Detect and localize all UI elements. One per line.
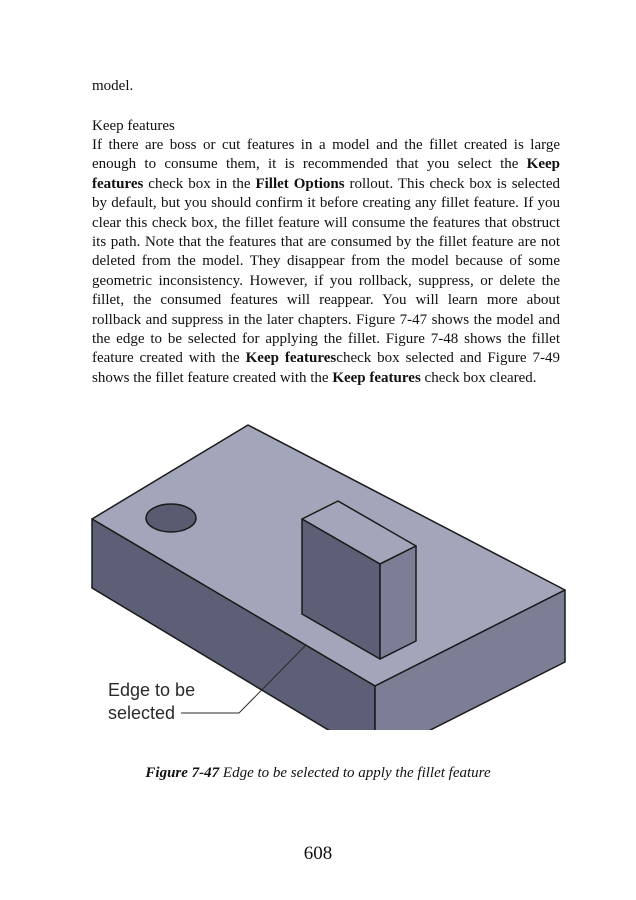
hole (146, 504, 196, 532)
ui-term-keep-features: Keep features (332, 369, 421, 386)
paragraph-text: check box cleared. (420, 369, 537, 386)
body-paragraph (92, 136, 560, 388)
figure-model-illustration (90, 420, 570, 730)
edge-label-line2: selected (108, 703, 176, 723)
ui-term-fillet-options: Fillet Options (255, 175, 345, 192)
lead-text: model. (92, 78, 134, 94)
paragraph-text: If there are boss or cut features in a model and the fillet created is large enough to consume them, it is recommended that you select the (92, 137, 560, 173)
ui-term-keep-features: Keep features (92, 156, 560, 192)
paragraph-text: check box in the (143, 175, 256, 192)
paragraph-text: check box selected and Figure 7-49 shows the fillet feature created with the (92, 350, 561, 386)
figure-number: Figure 7-47 (145, 765, 220, 781)
paragraph-text: rollout. This check box is selected by default, but you should confirm it before creating any fillet feature. If you clear this check box, the fillet feature will consume the features that obstruct its path. Note that the features that are consumed by the fillet feature are not deleted from the model. They disappear from the model because of some geometric inconsistency. However, if you rollback, suppress, or delete the fillet, the consumed features will reappear. You will learn more about rollback and suppress in the later chapters. Figure 7-47 shows the model and the edge to be selected for applying the fillet. Figure 7-48 shows the fillet feature created with the (92, 175, 560, 367)
caption-text: Edge to be selected to apply the fillet feature (219, 765, 491, 781)
section-heading: Keep features (92, 118, 175, 134)
ui-term-keep-features: Keep features (245, 350, 337, 367)
page-number: 608 (303, 843, 333, 864)
figure-caption (0, 765, 636, 782)
boss-side-face (380, 546, 416, 659)
edge-label-line1: Edge to be (108, 680, 196, 700)
